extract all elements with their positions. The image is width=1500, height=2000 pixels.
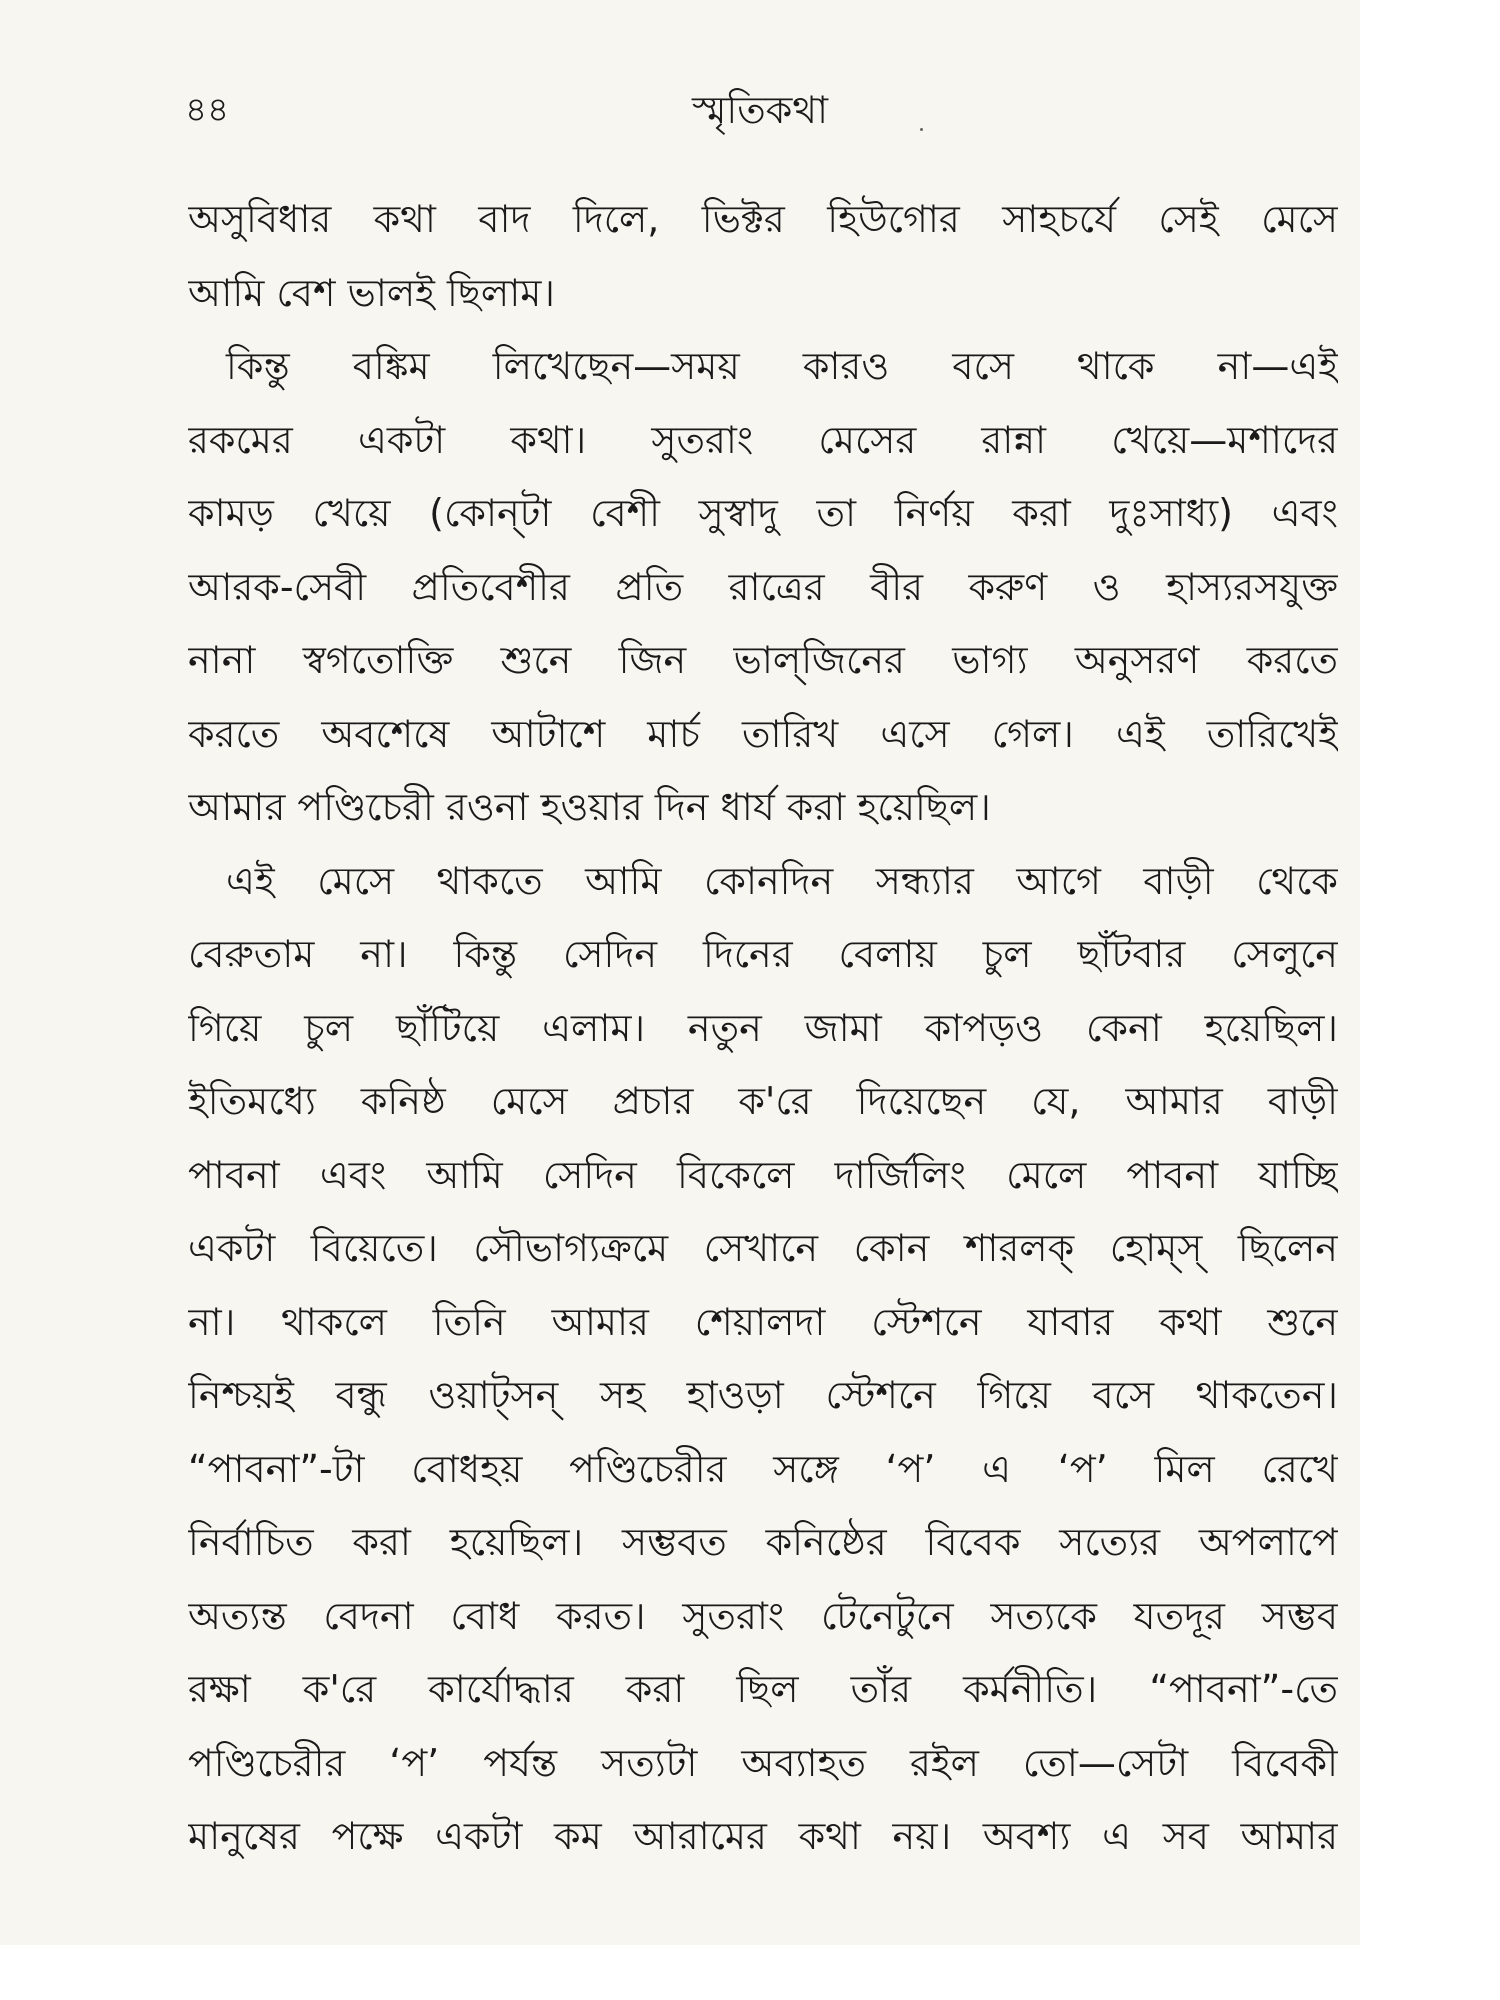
text-line: একটা বিয়েতে। সৌভাগ্যক্রমে সেখানে কোন শারলক্‌ হোম্‌স্‌ ছিলেন — [188, 1226, 1338, 1270]
ink-speck — [920, 128, 923, 131]
body-text — [188, 183, 1338, 1874]
text-line: অসুবিধার কথা বাদ দিলে, ভিক্টর হিউগোর সাহচর্যে সেই মেসে — [188, 197, 1338, 241]
text-line: বেরুতাম না। কিন্তু সেদিন দিনের বেলায় চুল ছাঁটবার সেলুনে — [188, 932, 1338, 976]
text-line: নির্বাচিত করা হয়েছিল। সম্ভবত কনিষ্ঠের বিবেক সত্যের অপলাপে — [188, 1520, 1338, 1564]
text-line: এই মেসে থাকতে আমি কোনদিন সন্ধ্যার আগে বাড়ী থেকে — [226, 858, 1338, 903]
text-line: করতে অবশেষে আটাশে মার্চ তারিখ এসে গেল। এই তারিখেই — [188, 711, 1338, 756]
text-line: মানুষের পক্ষে একটা কম আরামের কথা নয়। অবশ্য এ সব আমার — [188, 1814, 1338, 1858]
text-line: কিন্তু বঙ্কিম লিখেছেন—সময় কারও বসে থাকে না—এই — [226, 344, 1338, 388]
text-line: না। থাকলে তিনি আমার শেয়ালদা স্টেশনে যাবার কথা শুনে — [188, 1299, 1338, 1344]
text-line: রক্ষা ক'রে কার্যোদ্ধার করা ছিল তাঁর কর্মনীতি। “পাবনা”-তে — [188, 1667, 1338, 1711]
text-line: গিয়ে চুল ছাঁটিয়ে এলাম। নতুন জামা কাপড়ও কেনা হয়েছিল। — [188, 1005, 1338, 1050]
text-line: পণ্ডিচেরীর ‘প’ পর্যন্ত সত্যটা অব্যাহত রইল তো—সেটা বিবেকী — [188, 1740, 1338, 1785]
text-line: নিশ্চয়ই বন্ধু ওয়াট্‌সন্‌ সহ হাওড়া স্টেশনে গিয়ে বসে থাকতেন। — [188, 1373, 1338, 1417]
text-line: অত্যন্ত বেদনা বোধ করত। সুতরাং টেনেটুনে সত্যকে যতদূর সম্ভব — [188, 1593, 1338, 1638]
text-line: কামড় খেয়ে (কোন্‌টা বেশী সুস্বাদু তা নির্ণয় করা দুঃসাধ্য) এবং — [188, 491, 1338, 535]
running-title: স্মৃতিকথা — [691, 88, 829, 132]
text-line: আমি বেশ ভালই ছিলাম। — [188, 270, 555, 315]
text-line: আরক-সেবী প্রতিবেশীর প্রতি রাত্রের বীর করুণ ও হাস্যরসযুক্ত — [188, 564, 1338, 609]
page-number: ৪৪ — [185, 90, 230, 130]
text-line: “পাবনা”-টা বোধহয় পণ্ডিচেরীর সঙ্গে ‘প’ এ ‘প’ মিল রেখে — [188, 1446, 1338, 1491]
text-line: নানা স্বগতোক্তি শুনে জিন ভাল্‌জিনের ভাগ্য অনুসরণ করতে — [188, 638, 1338, 682]
text-line: পাবনা এবং আমি সেদিন বিকেলে দার্জিলিং মেলে পাবনা যাচ্ছি — [188, 1152, 1338, 1197]
text-line: রকমের একটা কথা। সুতরাং মেসের রান্না খেয়ে—মশাদের — [188, 417, 1338, 462]
text-line: আমার পণ্ডিচেরী রওনা হওয়ার দিন ধার্য করা হয়েছিল। — [188, 785, 991, 829]
page-header — [185, 88, 1335, 148]
text-line: ইতিমধ্যে কনিষ্ঠ মেসে প্রচার ক'রে দিয়েছেন যে, আমার বাড়ী — [188, 1079, 1338, 1123]
